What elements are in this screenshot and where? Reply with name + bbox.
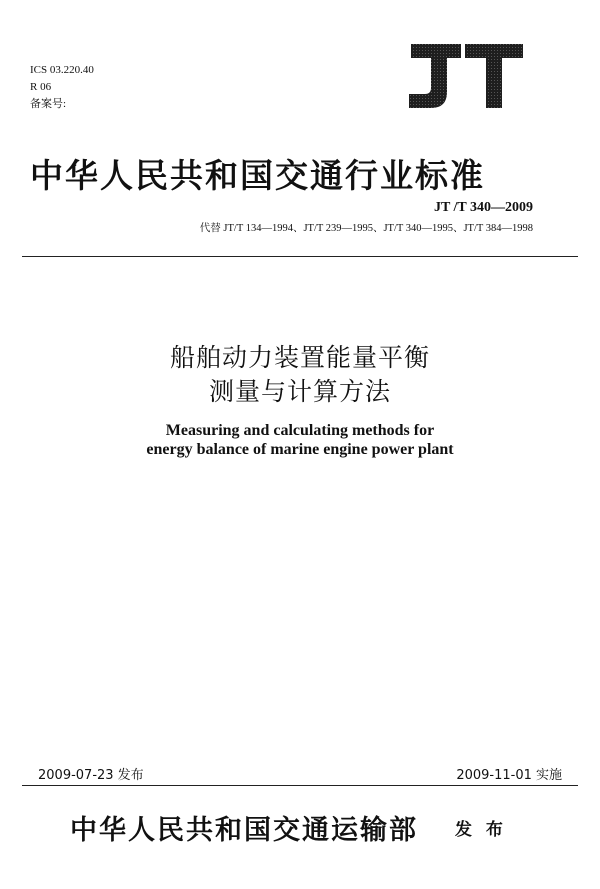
ics-code: ICS 03.220.40	[30, 64, 94, 76]
jt-logo	[403, 40, 528, 112]
title-chinese-line-1: 船舶动力装置能量平衡	[169, 343, 430, 372]
publish-date: 2009-07-23 发布	[38, 768, 144, 783]
standard-type-heading: 中华人民共和国交通行业标准	[30, 156, 485, 195]
issue-label: 发 布	[455, 820, 507, 840]
title-english-line-1: Measuring and calculating methods for	[165, 422, 435, 439]
footer-divider	[22, 785, 578, 786]
jt-logo-graphic	[403, 40, 528, 112]
document-meta	[30, 62, 94, 113]
classification-code: R 06	[30, 81, 52, 93]
effective-date: 2009-11-01 实施	[456, 768, 562, 783]
standard-code: JT /T 340—2009	[433, 200, 533, 215]
title-english-line-2: energy balance of marine engine power plant	[146, 441, 454, 458]
replaced-standards: 代替 JT/T 134—1994、JT/T 239—1995、JT/T 340—1995、JT/T 384—1998	[199, 223, 533, 234]
record-number-label: 备案号:	[30, 98, 67, 110]
title-chinese-line-2: 测量与计算方法	[208, 377, 391, 406]
issuing-authority: 中华人民共和国交通运输部	[70, 815, 418, 846]
header-divider	[22, 256, 578, 257]
